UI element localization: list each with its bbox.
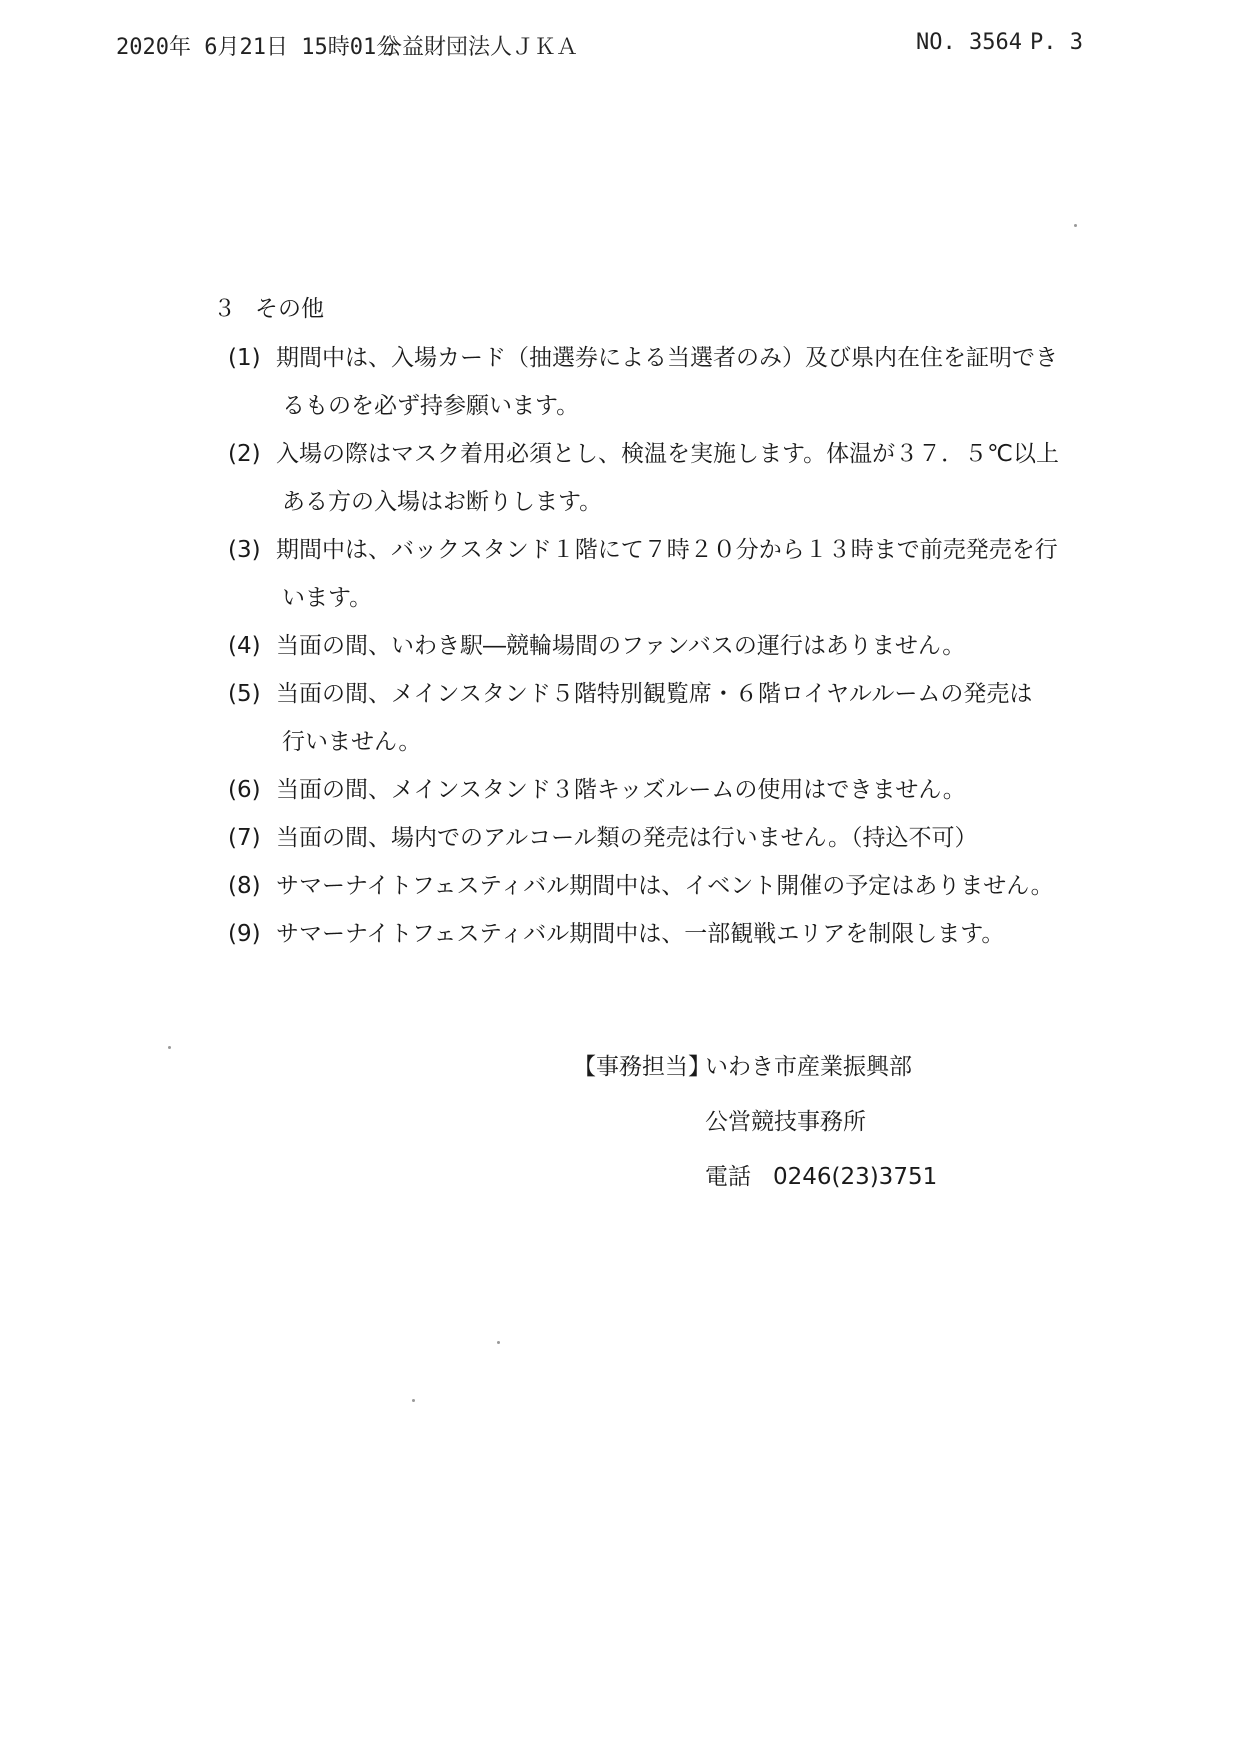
office-phone-row — [705, 1150, 937, 1205]
phone-label: 電話 — [705, 1164, 751, 1190]
fax-sender: 公益財団法人ＪＫＡ — [380, 35, 579, 60]
scan-speck — [412, 1399, 415, 1402]
list-item — [228, 766, 1068, 814]
item-text-line: 当面の間、場内でのアルコール類の発売は行いません。（持込不可） — [276, 825, 978, 851]
item-text-line: 期間中は、バックスタンド１階にて７時２０分から１３時まで前売発売を行 — [276, 537, 1058, 563]
phone-number: 0246(23)3751 — [772, 1164, 938, 1190]
item-text-line: 入場の際はマスク着用必須とし、検温を実施します。体温が３７．５℃以上 — [276, 441, 1059, 467]
item-text-line: 当面の間、メインスタンド３階キッズルームの使用はできません。 — [276, 777, 966, 803]
item-text-line: 行いません。 — [282, 729, 422, 755]
item-text-line: サマーナイトフェスティバル期間中は、一部観戦エリアを制限します。 — [276, 921, 1005, 947]
list-item — [228, 862, 1068, 910]
section-number: ３ — [213, 296, 236, 322]
fax-header — [0, 30, 1240, 64]
item-text-line: 当面の間、いわき駅―競輪場間のファンバスの運行はありません。 — [276, 633, 966, 659]
list-item — [228, 430, 1068, 526]
item-text-line: 期間中は、入場カード（抽選券による当選者のみ）及び県内在住を証明でき — [276, 345, 1058, 371]
item-marker: (9) — [228, 921, 261, 947]
office-division: 公営競技事務所 — [705, 1109, 866, 1135]
item-text-line: サマーナイトフェスティバル期間中は、イベント開催の予定はありません。 — [276, 873, 1054, 899]
item-marker: (3) — [228, 537, 261, 563]
item-marker: (6) — [228, 777, 261, 803]
fax-datetime: 2020年 6月21日 15時01分 — [116, 35, 399, 60]
scan-speck — [1074, 224, 1077, 227]
section-title: その他 — [255, 296, 324, 322]
list-item — [228, 526, 1068, 622]
scan-speck — [168, 1046, 171, 1049]
item-marker: (7) — [228, 825, 261, 851]
list-item — [228, 334, 1068, 430]
fax-page: P. 3 — [1030, 30, 1083, 55]
item-text-line: 当面の間、メインスタンド５階特別観覧席・６階ロイヤルルームの発売は — [276, 681, 1033, 707]
list-item — [228, 670, 1068, 766]
notice-list — [228, 334, 1068, 958]
fax-number: NO. 3564 — [916, 30, 1022, 55]
list-item — [228, 814, 1068, 862]
item-marker: (2) — [228, 441, 261, 467]
scan-speck — [497, 1341, 500, 1344]
item-text-line: るものを必ず持参願います。 — [282, 393, 580, 419]
office-department: いわき市産業振興部 — [705, 1054, 912, 1080]
office-label: 【事務担当】 — [573, 1054, 711, 1080]
list-item — [228, 622, 1068, 670]
list-item — [228, 910, 1068, 958]
item-text-line: ある方の入場はお断りします。 — [282, 489, 603, 515]
item-marker: (5) — [228, 681, 261, 707]
item-text-line: います。 — [282, 585, 373, 611]
item-marker: (8) — [228, 873, 261, 899]
item-marker: (1) — [228, 345, 261, 371]
item-marker: (4) — [228, 633, 261, 659]
section-heading — [213, 290, 324, 323]
